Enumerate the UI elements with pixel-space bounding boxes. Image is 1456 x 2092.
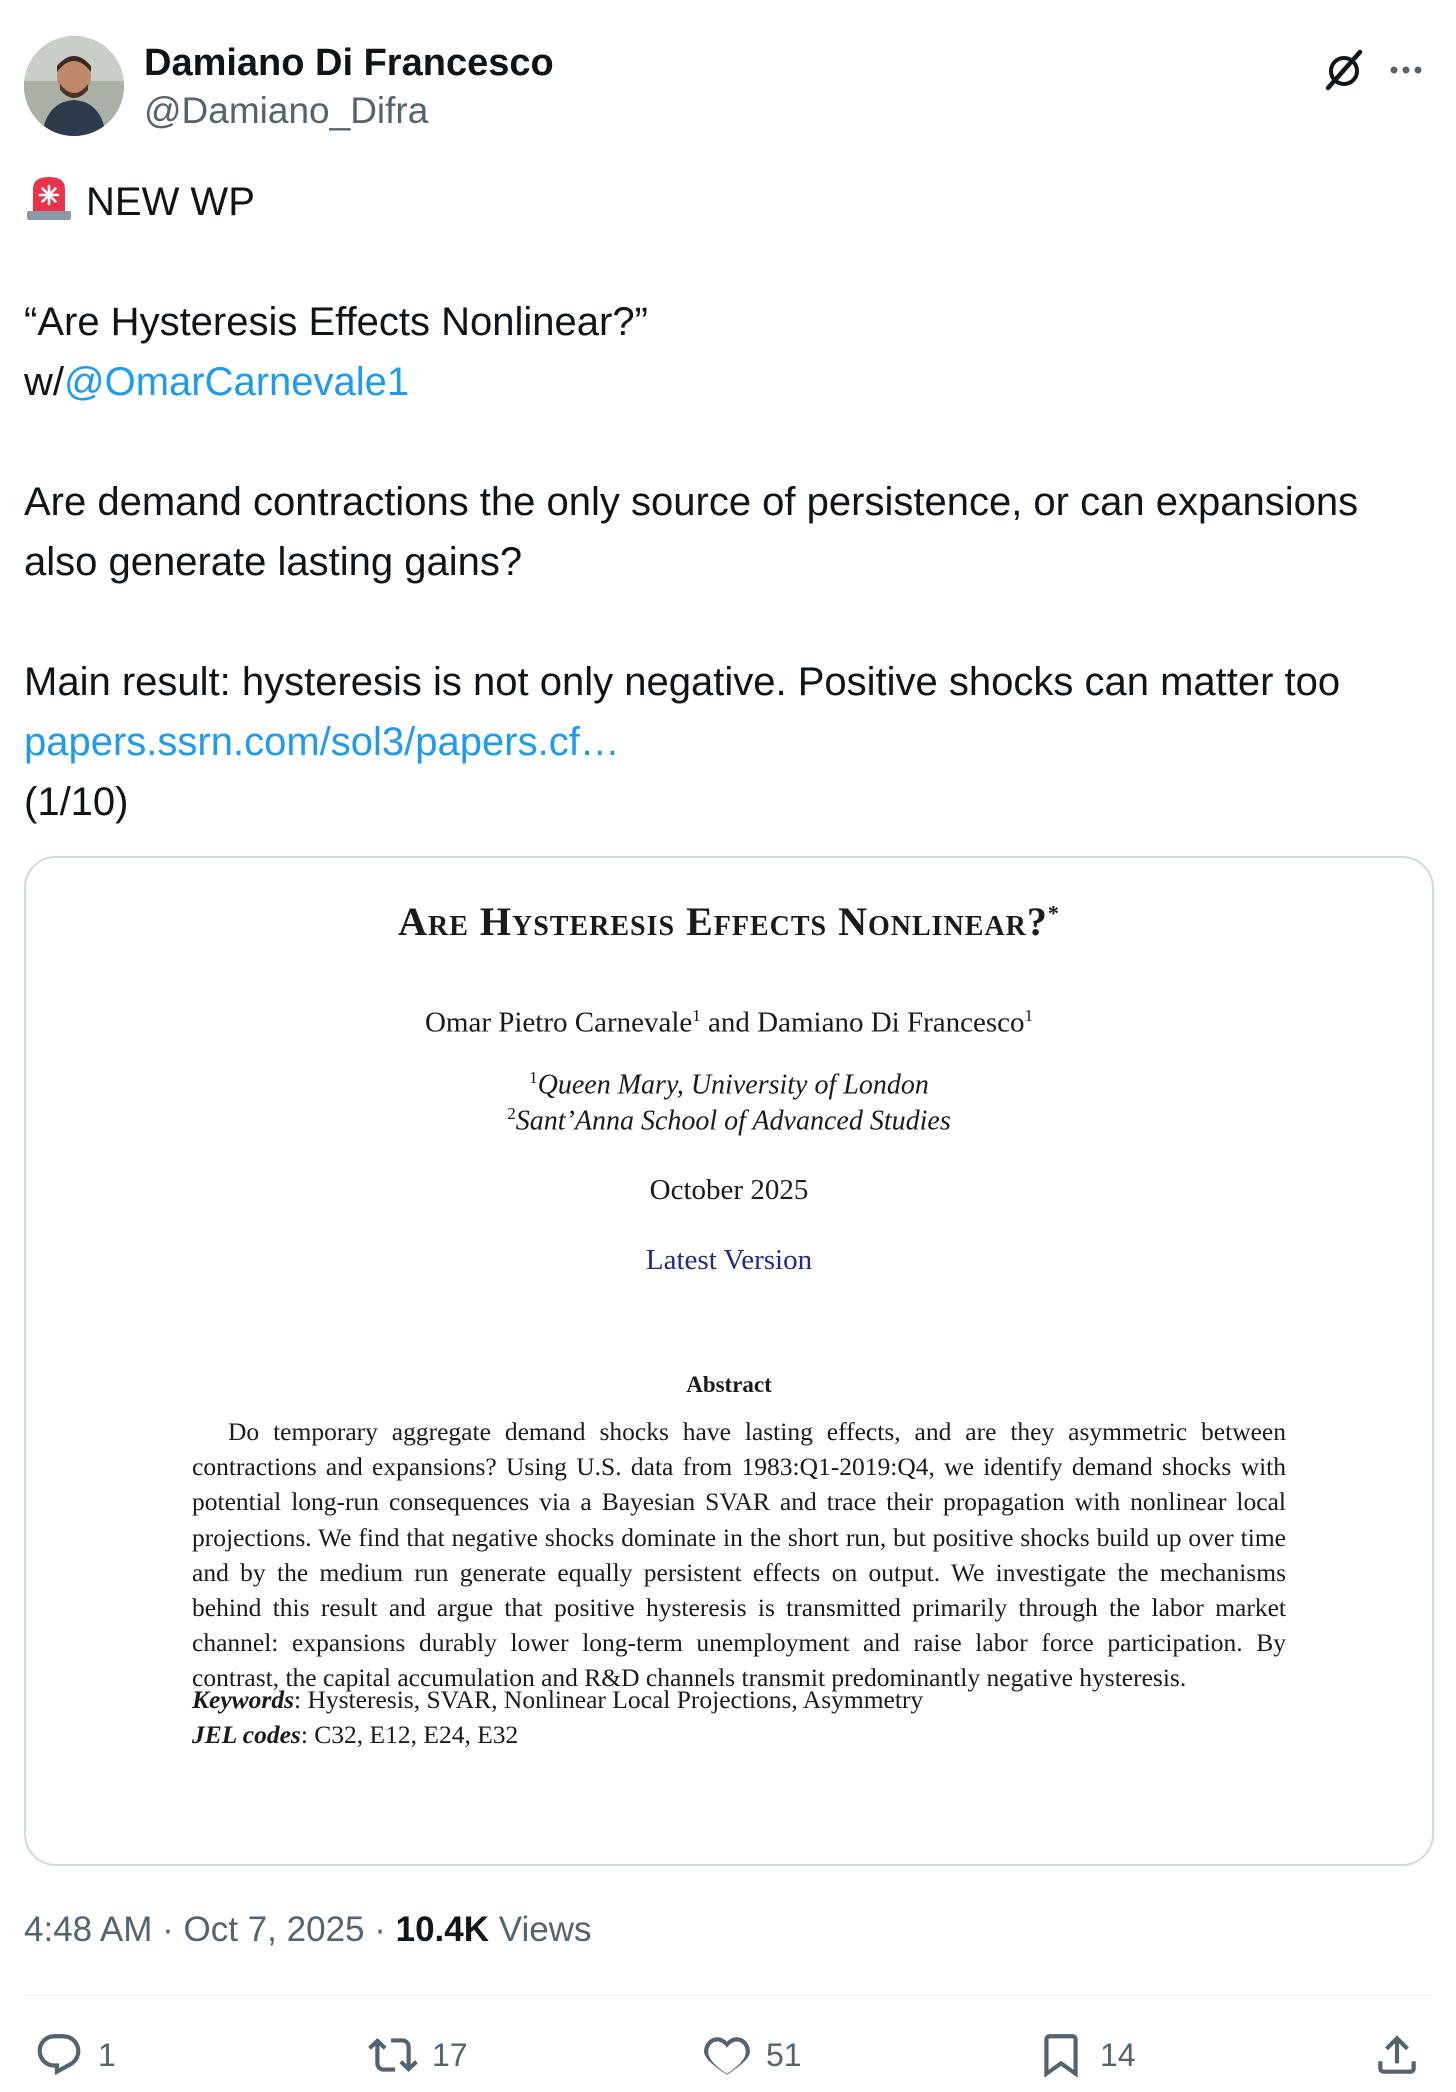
siren-emoji-icon xyxy=(24,173,74,223)
repost-count: 17 xyxy=(432,2036,468,2073)
paper-affiliation-1: $^1$Queen Mary, University of London xyxy=(529,1068,929,1101)
thread-position: (1/10) xyxy=(24,780,129,824)
bookmark-count: 14 xyxy=(1100,2036,1136,2073)
with-prefix: w/ xyxy=(24,360,64,404)
paper-date: October 2025 xyxy=(649,1174,809,1206)
keywords-line: Keywords: Hysteresis, SVAR, Nonlinear Local Projections, Asymmetry xyxy=(192,1685,924,1714)
headline-line xyxy=(24,172,1434,232)
attached-image[interactable] xyxy=(24,856,1434,1866)
views-label: Views xyxy=(498,1910,592,1949)
abstract-heading: Abstract xyxy=(686,1372,772,1397)
like-button[interactable] xyxy=(702,2030,802,2080)
reply-icon xyxy=(34,2030,84,2080)
like-icon xyxy=(702,2030,752,2080)
more-icon[interactable] xyxy=(1380,44,1432,96)
reply-button[interactable] xyxy=(34,2030,116,2080)
share-button[interactable] xyxy=(1372,2030,1422,2080)
paper-title-page xyxy=(26,858,1432,1864)
share-icon xyxy=(1372,2030,1422,2080)
divider xyxy=(24,1994,1432,1996)
author-block xyxy=(144,40,554,134)
views-count: 10.4K xyxy=(395,1910,490,1949)
post-date[interactable]: Oct 7, 2025 xyxy=(183,1910,365,1949)
paper-affiliation-2: $^2$Sant’Anna School of Advanced Studies xyxy=(507,1104,951,1137)
coauthor-line xyxy=(24,352,1434,412)
repost-button[interactable] xyxy=(368,2030,468,2080)
paper-latest-version-link: Latest Version xyxy=(645,1244,813,1276)
paper-link-line xyxy=(24,712,1434,772)
question-line-1: Are demand contractions the only source of persistence, or can expansions xyxy=(24,480,1359,524)
ssrn-link[interactable]: papers.ssrn.com/sol3/papers.cf… xyxy=(24,720,620,764)
author-handle[interactable]: @Damiano_Difra xyxy=(144,90,429,131)
result-line: Main result: hysteresis is not only negative. Positive shocks can matter too xyxy=(24,660,1341,704)
action-bar xyxy=(24,2030,1432,2080)
tweet-text xyxy=(24,172,1434,832)
abstract-body: Do temporary aggregate demand shocks have lasting effects, and are they asymmetric between contractions and expansions? Using U.S. data from 1983:Q1-2019:Q4, we identify demand shocks with potential long-run consequences via a Bayesian SVAR and trace their propagation with nonlinear local projections. We find that negative shocks dominate in the short run, but positive shocks build up over time and by the medium run generate equally persistent effects on output. We investigate the mechanisms behind this result and argue that positive hysteresis is transmitted primarily through the labor market channel: expansions durably lower long-term unemployment and raise labor force participation. By contrast, the capital accumulation and R&D channels transmit predominantly negative hysteresis. xyxy=(192,1417,1286,1693)
author-display-name[interactable]: Damiano Di Francesco xyxy=(144,42,554,84)
like-count: 51 xyxy=(766,2036,802,2073)
grok-icon[interactable] xyxy=(1318,44,1370,96)
avatar[interactable] xyxy=(24,36,124,136)
jel-line: JEL codes: C32, E12, E24, E32 xyxy=(192,1720,519,1749)
bookmark-icon xyxy=(1036,2030,1086,2080)
question-line-2: also generate lasting gains? xyxy=(24,540,523,584)
post-time[interactable]: 4:48 AM xyxy=(24,1910,153,1949)
keywords-block xyxy=(192,1682,1286,1752)
tweet-header xyxy=(24,36,1432,136)
retweet-icon xyxy=(368,2030,418,2080)
paper-authors: Omar Pietro Carnevale$^1$ and Damiano Di Francesco$^1$ xyxy=(424,1006,1034,1039)
tweet-meta: 4:48 AM · Oct 7, 2025 · 10.4K Views xyxy=(24,1910,592,1949)
title-quote: “Are Hysteresis Effects Nonlinear?” xyxy=(24,300,648,344)
bookmark-button[interactable] xyxy=(1036,2030,1136,2080)
reply-count: 1 xyxy=(98,2036,116,2073)
paper-title: Are Hysteresis Effects Nonlinear?* xyxy=(398,899,1060,944)
coauthor-mention-link[interactable]: @OmarCarnevale1 xyxy=(64,360,410,404)
headline-text: NEW WP xyxy=(86,180,255,224)
